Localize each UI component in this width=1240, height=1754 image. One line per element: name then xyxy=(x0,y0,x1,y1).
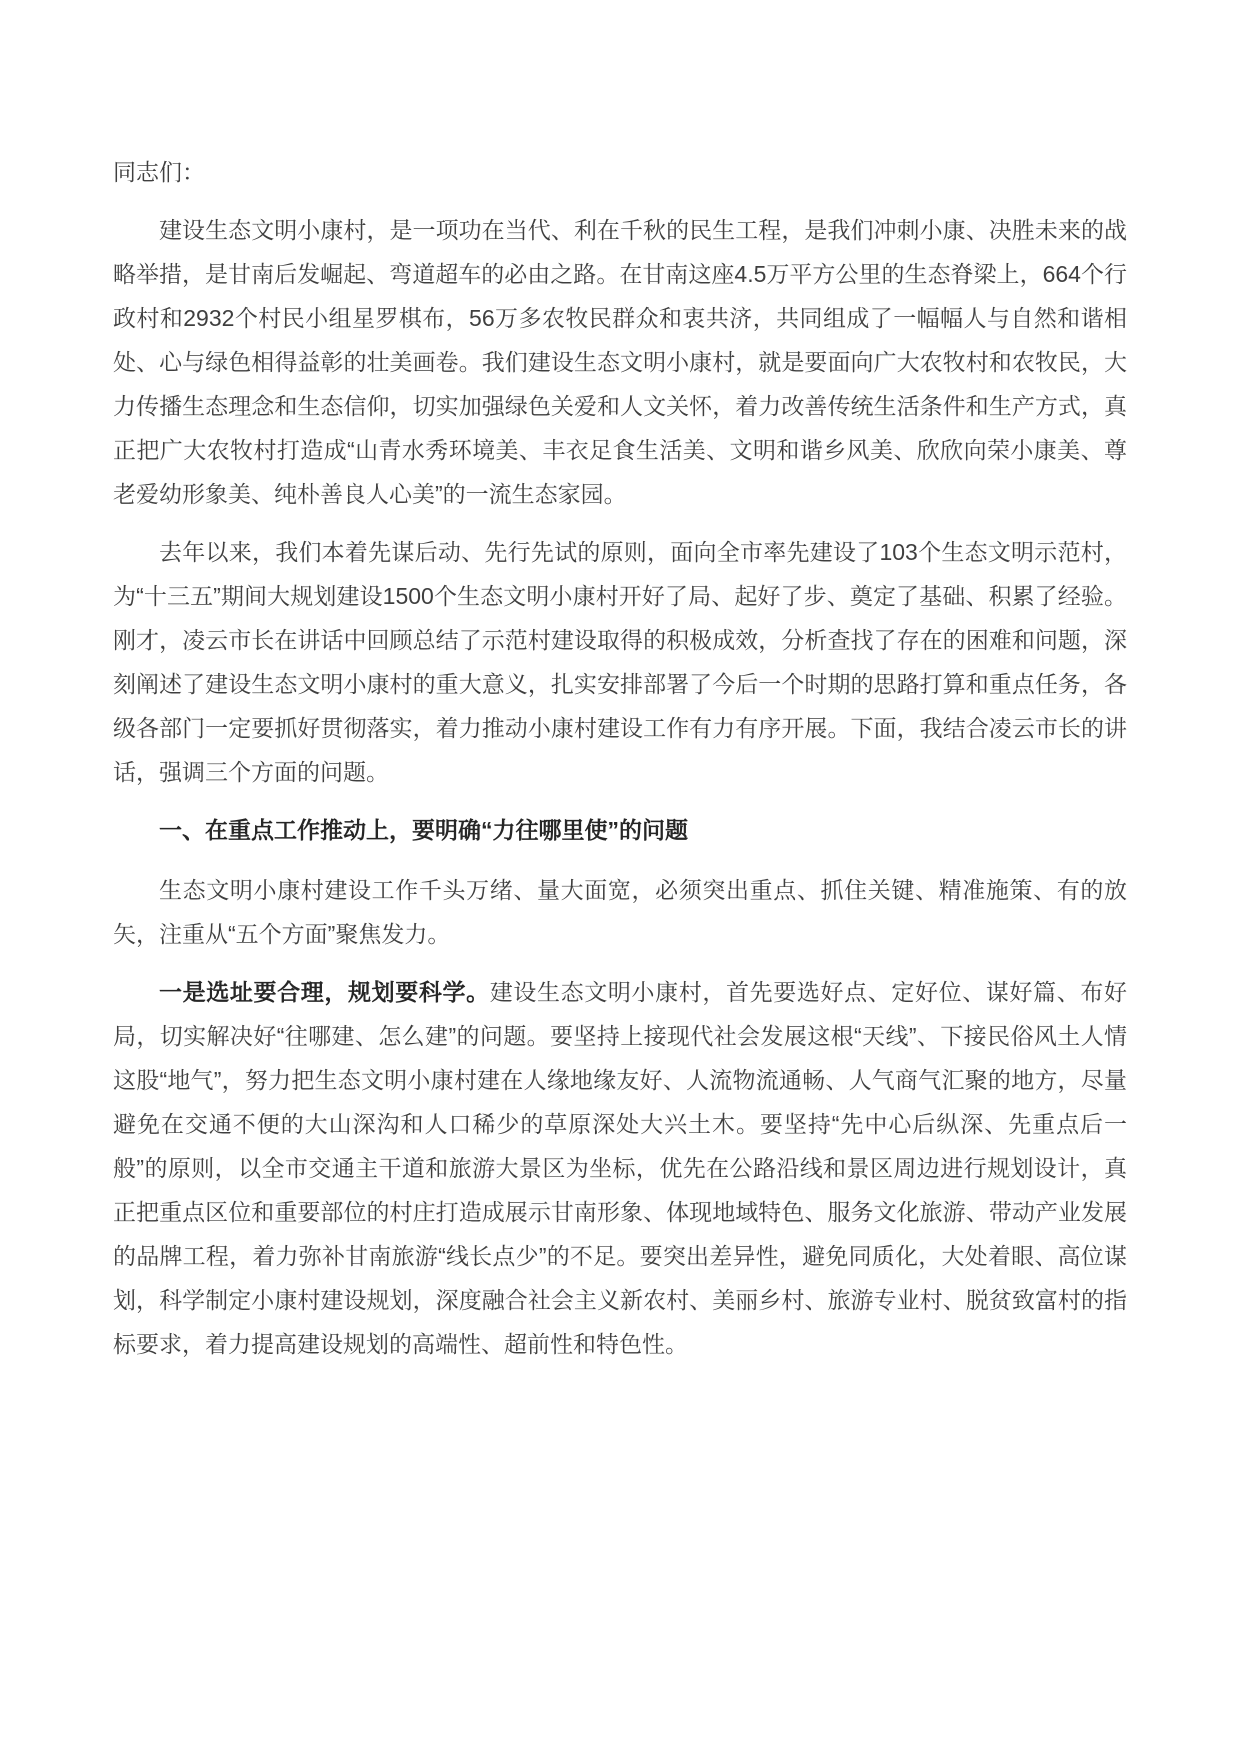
point-1-bold-lead: 一是选址要合理，规划要科学。 xyxy=(159,979,490,1005)
section-1-point-1 xyxy=(113,970,1127,1366)
section-1-lead-paragraph: 生态文明小康村建设工作千头万绪、量大面宽，必须突出重点、抓住关键、精准施策、有的放矢，注重从“五个方面”聚焦发力。 xyxy=(113,877,1127,947)
paragraph-review: 去年以来，我们本着先谋后动、先行先试的原则，面向全市率先建设了103个生态文明示范村，为“十三五”期间大规划建设1500个生态文明小康村开好了局、起好了步、奠定了基础、积累了经验。刚才，凌云市长在讲话中回顾总结了示范村建设取得的积极成效，分析查找了存在的困难和问题，深刻阐述了建设生态文明小康村的重大意义，扎实安排部署了今后一个时期的思路打算和重点任务，各级各部门一定要抓好贯彻落实，着力推动小康村建设工作有力有序开展。下面，我结合凌云市长的讲话，强调三个方面的问题。 xyxy=(113,539,1127,785)
section-1-heading: 一、在重点工作推动上，要明确“力往哪里使”的问题 xyxy=(159,817,688,843)
paragraph-intro: 建设生态文明小康村，是一项功在当代、利在千秋的民生工程，是我们冲刺小康、决胜未来的战略举措，是甘南后发崛起、弯道超车的必由之路。在甘南这座4.5万平方公里的生态脊梁上，664个行政村和2932个村民小组星罗棋布，56万多农牧民群众和衷共济，共同组成了一幅幅人与自然和谐相处、心与绿色相得益彰的壮美画卷。我们建设生态文明小康村，就是要面向广大农牧村和农牧民，大力传播生态理念和生态信仰，切实加强绿色关爱和人文关怀，着力改善传统生活条件和生产方式，真正把广大农牧村打造成“山青水秀环境美、丰衣足食生活美、文明和谐乡风美、欣欣向荣小康美、尊老爱幼形象美、纯朴善良人心美”的一流生态家园。 xyxy=(113,217,1127,507)
point-1-body-text: 建设生态文明小康村，首先要选好点、定好位、谋好篇、布好局，切实解决好“往哪建、怎么建”的问题。要坚持上接现代社会发展这根“天线”、下接民俗风土人情这股“地气”，努力把生态文明小康村建在人缘地缘友好、人流物流通畅、人气商气汇聚的地方，尽量避免在交通不便的大山深沟和人口稀少的草原深处大兴土木。要坚持“先中心后纵深、先重点后一般”的原则，以全市交通主干道和旅游大景区为坐标，优先在公路沿线和景区周边进行规划设计，真正把重点区位和重要部位的村庄打造成展示甘南形象、体现地域特色、服务文化旅游、带动产业发展的品牌工程，着力弥补甘南旅游“线长点少”的不足。要突出差异性，避免同质化，大处着眼、高位谋划，科学制定小康村建设规划，深度融合社会主义新农村、美丽乡村、旅游专业村、脱贫致富村的指标要求，着力提高建设规划的高端性、超前性和特色性。 xyxy=(113,979,1127,1357)
salutation: 同志们： xyxy=(113,159,205,185)
